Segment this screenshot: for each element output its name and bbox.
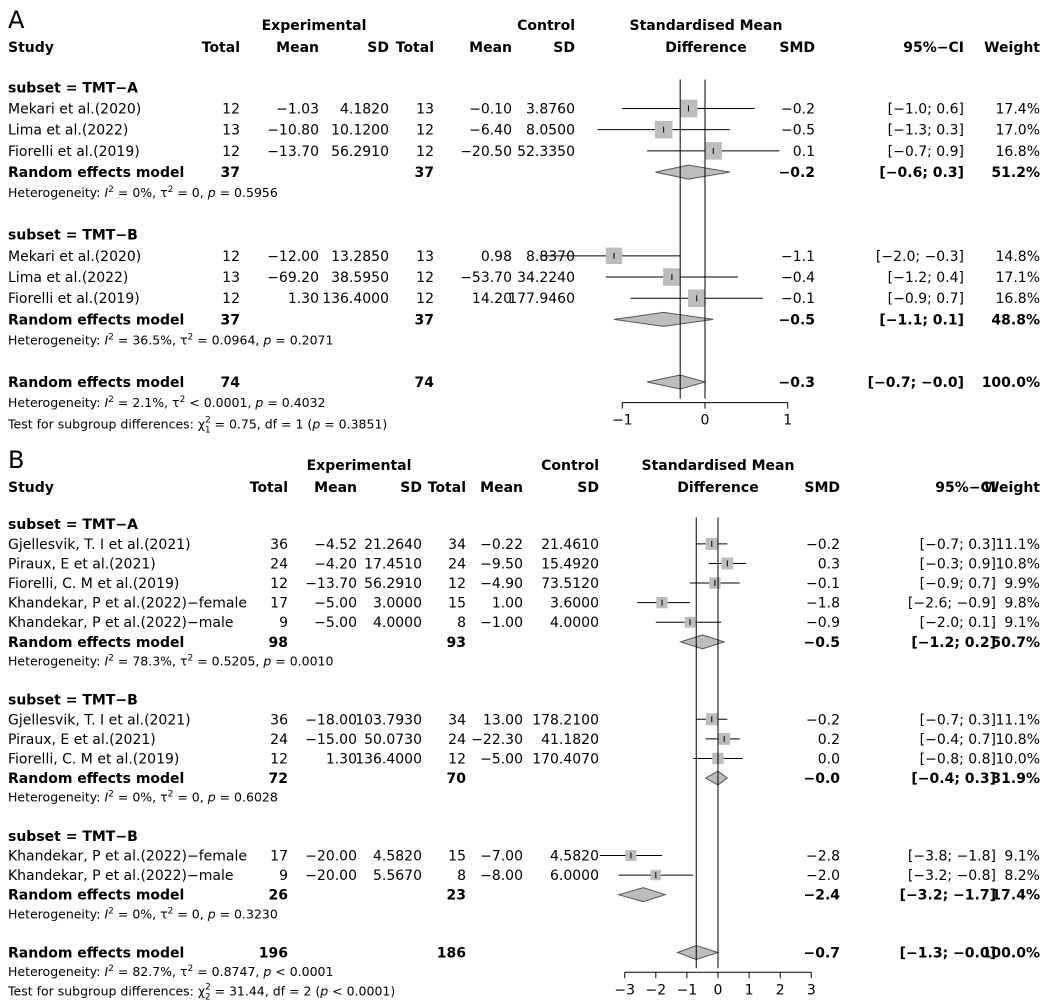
- subgroup-label: subset = TMT−B: [8, 692, 138, 709]
- exp-mean: −1.03: [276, 101, 319, 118]
- subgroup-label: subset = TMT−B: [8, 227, 138, 244]
- ctl-mean: −22.30: [471, 731, 523, 748]
- study-name: Lima et al.(2022): [8, 270, 129, 287]
- smd-value: −2.0: [806, 868, 840, 885]
- ctl-total: 34: [448, 536, 466, 553]
- ctl-mean: −4.90: [480, 576, 523, 593]
- study-name: Fiorelli, C. M et al.(2019): [8, 576, 180, 593]
- exp-mean: −10.80: [267, 122, 319, 139]
- study-name: Gjellesvik, T. I et al.(2021): [8, 712, 191, 729]
- x-tick-label: 0: [713, 982, 723, 999]
- exp-mean: −12.00: [267, 248, 319, 265]
- exp-total: 26: [268, 887, 288, 904]
- subgroup-label: subset = TMT−A: [8, 517, 138, 534]
- exp-sd: 3.0000: [373, 595, 422, 612]
- ci-value: [−2.0; −0.3]: [875, 248, 964, 265]
- ctl-sd: 34.2240: [517, 270, 575, 287]
- ctl-mean: −20.50: [460, 143, 512, 160]
- ci-value: [−3.8; −1.8]: [907, 848, 996, 865]
- ctl-mean: −0.10: [469, 101, 512, 118]
- ctl-mean: 13.00: [482, 712, 523, 729]
- ci-value: [−0.9; 0.7]: [919, 576, 996, 593]
- exp-mean: −69.20: [267, 270, 319, 287]
- overall-heterogeneity-text: Heterogeneity: $I^2 = 82.7\%$, $\tau^2 = 0.8747$, p < 0.0001: [8, 964, 334, 980]
- header-axis-title: Standardised Mean: [641, 458, 795, 474]
- ci-value: [−0.4; 0.7]: [919, 731, 996, 748]
- ctl-total: 12: [448, 751, 466, 768]
- ctl-sd: 52.3350: [517, 143, 575, 160]
- ctl-sd: 8.8370: [526, 248, 575, 265]
- weight-value: 11.1%: [995, 712, 1040, 729]
- ctl-total: 12: [416, 122, 434, 139]
- smd-value: −0.1: [806, 576, 840, 593]
- exp-total: 98: [268, 634, 288, 651]
- header-control: Control: [541, 458, 599, 474]
- smd-value: −0.0: [803, 771, 840, 788]
- subgroup-test-text: Test for subgroup differences: $\chi^2$ 1 = 0.75, df = 1 (p = 0.3851): [8, 415, 388, 436]
- overall-diamond: [647, 375, 705, 389]
- study-name: Lima et al.(2022): [8, 122, 129, 139]
- exp-total: 74: [220, 374, 240, 391]
- exp-total: 12: [222, 291, 240, 308]
- heterogeneity-text: Heterogeneity: $I^2 = 0\%$, $\tau^2 = 0$, p = 0.6028: [8, 789, 278, 805]
- smd-value: −1.8: [806, 595, 840, 612]
- smd-value: −0.5: [781, 122, 815, 139]
- smd-value: 0.3: [817, 556, 840, 573]
- heterogeneity-text: Heterogeneity: $I^2 = 36.5\%$, $\tau^2 = 0.0964$, p = 0.2071: [8, 332, 334, 348]
- weight-value: 31.9%: [991, 771, 1040, 788]
- ctl-total: 37: [414, 312, 434, 329]
- ci-value: [−1.3; −0.0]: [899, 945, 996, 962]
- ctl-mean: 14.20: [471, 291, 512, 308]
- x-tick-label: −3: [614, 982, 636, 999]
- ctl-sd: 41.1820: [541, 731, 599, 748]
- exp-total: 12: [222, 248, 240, 265]
- pooled-label: Random effects model: [8, 634, 185, 651]
- exp-mean: −20.00: [305, 848, 357, 865]
- ctl-sd: 15.4920: [541, 556, 599, 573]
- pooled-diamond: [614, 312, 713, 326]
- header-sd: SD: [553, 40, 575, 56]
- weight-value: 9.9%: [1004, 576, 1040, 593]
- ctl-total: 186: [436, 945, 466, 962]
- weight-value: 9.1%: [1004, 848, 1040, 865]
- exp-sd: 103.7930: [355, 712, 422, 729]
- ctl-sd: 3.8760: [526, 101, 575, 118]
- smd-value: −0.9: [806, 615, 840, 632]
- exp-total: 72: [268, 771, 288, 788]
- header-study: Study: [8, 480, 54, 496]
- exp-total: 37: [220, 312, 240, 329]
- smd-value: −0.1: [781, 291, 815, 308]
- ctl-mean: −5.00: [480, 751, 523, 768]
- header-experimental: Experimental: [306, 458, 412, 474]
- ctl-sd: 8.0500: [526, 122, 575, 139]
- ctl-total: 37: [414, 165, 434, 182]
- exp-sd: 21.2640: [364, 536, 422, 553]
- header-experimental: Experimental: [261, 18, 367, 34]
- exp-sd: 5.5670: [373, 868, 422, 885]
- ci-value: [−0.7; 0.9]: [887, 143, 964, 160]
- panel-label: A: [8, 6, 25, 34]
- x-tick-label: 1: [783, 412, 793, 429]
- subgroup-label: subset = TMT−A: [8, 80, 138, 97]
- ci-value: [−1.2; 0.4]: [887, 270, 964, 287]
- forest-panel-b: [7, 446, 1040, 1003]
- pooled-diamond: [706, 771, 728, 785]
- study-name: Mekari et al.(2020): [8, 101, 142, 118]
- weight-value: 10.8%: [995, 556, 1040, 573]
- ci-value: [−1.1; 0.1]: [879, 312, 964, 329]
- ctl-total: 12: [416, 270, 434, 287]
- ctl-mean: −6.40: [469, 122, 512, 139]
- weight-value: 10.8%: [995, 731, 1040, 748]
- ctl-total: 15: [448, 848, 466, 865]
- weight-value: 14.8%: [995, 248, 1040, 265]
- weight-value: 17.1%: [995, 270, 1040, 287]
- weight-value: 48.8%: [991, 312, 1040, 329]
- weight-value: 51.2%: [991, 165, 1040, 182]
- smd-value: −0.5: [778, 312, 815, 329]
- ctl-total: 12: [416, 143, 434, 160]
- smd-value: −2.8: [806, 848, 840, 865]
- weight-value: 100.0%: [981, 374, 1040, 391]
- weight-value: 17.0%: [995, 122, 1040, 139]
- ctl-total: 70: [446, 771, 466, 788]
- weight-value: 9.8%: [1004, 595, 1040, 612]
- ctl-total: 13: [416, 248, 434, 265]
- header-total: Total: [249, 480, 288, 496]
- pooled-label: Random effects model: [8, 771, 185, 788]
- header-axis-title: Standardised Mean: [629, 18, 783, 34]
- exp-mean: −4.20: [314, 556, 357, 573]
- smd-value: 0.0: [817, 751, 840, 768]
- ctl-total: 93: [446, 634, 466, 651]
- plot-marks: [540, 80, 793, 429]
- exp-mean: −15.00: [305, 731, 357, 748]
- ctl-total: 12: [448, 576, 466, 593]
- exp-mean: −4.52: [314, 536, 357, 553]
- ctl-sd: 3.6000: [550, 595, 599, 612]
- x-tick-label: 3: [806, 982, 816, 999]
- ctl-sd: 4.0000: [550, 615, 599, 632]
- ci-value: [−0.4; 0.3]: [911, 771, 996, 788]
- study-name: Mekari et al.(2020): [8, 248, 142, 265]
- exp-total: 12: [270, 576, 288, 593]
- exp-mean: −5.00: [314, 595, 357, 612]
- smd-value: −0.2: [806, 536, 840, 553]
- pooled-diamond: [619, 888, 666, 902]
- exp-mean: −13.70: [305, 576, 357, 593]
- ctl-total: 13: [416, 101, 434, 118]
- header-sd: SD: [400, 480, 422, 496]
- header-axis-title: Difference: [665, 40, 747, 56]
- header-sd: SD: [577, 480, 599, 496]
- exp-mean: −13.70: [267, 143, 319, 160]
- pooled-label: Random effects model: [8, 887, 185, 904]
- x-tick-label: −1: [611, 412, 633, 429]
- ci-value: [−3.2; −1.7]: [899, 887, 996, 904]
- exp-total: 13: [222, 270, 240, 287]
- smd-value: −1.1: [781, 248, 815, 265]
- smd-value: −2.4: [803, 887, 840, 904]
- ctl-mean: 0.98: [480, 248, 512, 265]
- smd-value: 0.2: [817, 731, 840, 748]
- weight-value: 11.1%: [995, 536, 1040, 553]
- header-sd: SD: [367, 40, 389, 56]
- overall-heterogeneity-text: Heterogeneity: $I^2 = 2.1\%$, $\tau^2 < 0.0001$, p = 0.4032: [8, 395, 326, 411]
- ctl-mean: −0.22: [480, 536, 523, 553]
- weight-value: 50.7%: [991, 634, 1040, 651]
- ctl-mean: −7.00: [480, 848, 523, 865]
- x-tick-label: 2: [775, 982, 785, 999]
- x-tick-label: −2: [645, 982, 667, 999]
- header-smd: SMD: [779, 40, 815, 56]
- weight-value: 100.0%: [981, 945, 1040, 962]
- header-weight: Weight: [984, 480, 1040, 496]
- ci-value: [−1.0; 0.6]: [887, 101, 964, 118]
- study-name: Piraux, E et al.(2021): [8, 731, 156, 748]
- exp-total: 24: [270, 556, 288, 573]
- exp-mean: −5.00: [314, 615, 357, 632]
- exp-total: 13: [222, 122, 240, 139]
- ci-value: [−1.2; 0.2]: [911, 634, 996, 651]
- header-mean: Mean: [314, 480, 357, 496]
- ctl-total: 34: [448, 712, 466, 729]
- exp-sd: 136.4000: [322, 291, 389, 308]
- x-tick-label: −1: [676, 982, 698, 999]
- weight-value: 17.4%: [995, 101, 1040, 118]
- smd-value: −0.5: [803, 634, 840, 651]
- ci-value: [−0.8; 0.8]: [919, 751, 996, 768]
- weight-value: 10.0%: [995, 751, 1040, 768]
- exp-total: 12: [270, 751, 288, 768]
- header-study: Study: [8, 40, 54, 56]
- x-tick-label: 0: [700, 412, 710, 429]
- smd-value: −0.7: [803, 945, 840, 962]
- header-total: Total: [427, 480, 466, 496]
- ci-value: [−2.0; 0.1]: [919, 615, 996, 632]
- ctl-total: 12: [416, 291, 434, 308]
- exp-total: 24: [270, 731, 288, 748]
- exp-total: 9: [279, 868, 288, 885]
- exp-total: 36: [270, 712, 288, 729]
- exp-sd: 50.0730: [364, 731, 422, 748]
- ci-value: [−0.9; 0.7]: [887, 291, 964, 308]
- smd-value: 0.1: [792, 143, 815, 160]
- ctl-mean: −1.00: [480, 615, 523, 632]
- ci-value: [−1.3; 0.3]: [887, 122, 964, 139]
- ctl-mean: −8.00: [480, 868, 523, 885]
- subgroup-label: subset = TMT−B: [8, 828, 138, 845]
- exp-total: 17: [270, 595, 288, 612]
- ctl-sd: 6.0000: [550, 868, 599, 885]
- header-mean: Mean: [469, 40, 512, 56]
- exp-sd: 10.1200: [331, 122, 389, 139]
- panel-label: B: [8, 446, 25, 474]
- forest-panel-a: [7, 6, 1040, 435]
- exp-total: 12: [222, 143, 240, 160]
- ci-value: [−3.2; −0.8]: [907, 868, 996, 885]
- ci-value: [−0.7; −0.0]: [867, 374, 964, 391]
- header-ci: 95%−CI: [935, 480, 996, 496]
- ctl-total: 24: [448, 731, 466, 748]
- pooled-label: Random effects model: [8, 165, 185, 182]
- study-name: Khandekar, P et al.(2022)−female: [8, 848, 248, 865]
- ci-value: [−2.6; −0.9]: [907, 595, 996, 612]
- study-name: Khandekar, P et al.(2022)−male: [8, 615, 234, 632]
- study-name: Fiorelli et al.(2019): [8, 143, 140, 160]
- ci-value: [−0.7; 0.3]: [919, 712, 996, 729]
- ctl-sd: 170.4070: [532, 751, 599, 768]
- exp-sd: 56.2910: [364, 576, 422, 593]
- header-ci: 95%−CI: [903, 40, 964, 56]
- weight-value: 16.8%: [995, 143, 1040, 160]
- weight-value: 17.4%: [991, 887, 1040, 904]
- exp-sd: 4.5820: [373, 848, 422, 865]
- study-name: Gjellesvik, T. I et al.(2021): [8, 536, 191, 553]
- plot-marks: [600, 517, 816, 998]
- exp-sd: 56.2910: [331, 143, 389, 160]
- ci-value: [−0.7; 0.3]: [919, 536, 996, 553]
- ctl-sd: 73.5120: [541, 576, 599, 593]
- ctl-mean: −53.70: [460, 270, 512, 287]
- exp-sd: 38.5950: [331, 270, 389, 287]
- header-weight: Weight: [984, 40, 1040, 56]
- exp-mean: −18.00: [305, 712, 357, 729]
- ctl-sd: 4.5820: [550, 848, 599, 865]
- study-name: Fiorelli et al.(2019): [8, 291, 140, 308]
- ctl-total: 8: [457, 868, 466, 885]
- study-name: Fiorelli, C. M et al.(2019): [8, 751, 180, 768]
- exp-total: 9: [279, 615, 288, 632]
- header-smd: SMD: [804, 480, 840, 496]
- ctl-total: 74: [414, 374, 434, 391]
- exp-sd: 4.0000: [373, 615, 422, 632]
- exp-total: 196: [258, 945, 288, 962]
- weight-value: 9.1%: [1004, 615, 1040, 632]
- ctl-total: 24: [448, 556, 466, 573]
- weight-value: 16.8%: [995, 291, 1040, 308]
- heterogeneity-text: Heterogeneity: $I^2 = 0\%$, $\tau^2 = 0$, p = 0.5956: [8, 185, 278, 201]
- smd-value: −0.3: [778, 374, 815, 391]
- exp-total: 37: [220, 165, 240, 182]
- overall-diamond: [678, 946, 718, 960]
- heterogeneity-text: Heterogeneity: $I^2 = 78.3\%$, $\tau^2 = 0.5205$, p = 0.0010: [8, 653, 334, 669]
- ctl-sd: 177.9460: [508, 291, 575, 308]
- study-name: Khandekar, P et al.(2022)−male: [8, 868, 234, 885]
- ctl-mean: 1.00: [491, 595, 523, 612]
- pooled-diamond: [655, 165, 729, 179]
- ctl-total: 15: [448, 595, 466, 612]
- smd-value: −0.2: [806, 712, 840, 729]
- exp-total: 36: [270, 536, 288, 553]
- exp-sd: 136.4000: [355, 751, 422, 768]
- x-tick-label: 1: [744, 982, 754, 999]
- exp-total: 12: [222, 101, 240, 118]
- header-total: Total: [395, 40, 434, 56]
- exp-sd: 13.2850: [331, 248, 389, 265]
- ctl-total: 8: [457, 615, 466, 632]
- ctl-sd: 21.4610: [541, 536, 599, 553]
- exp-mean: 1.30: [325, 751, 357, 768]
- heterogeneity-text: Heterogeneity: $I^2 = 0\%$, $\tau^2 = 0$, p = 0.3230: [8, 906, 278, 922]
- header-axis-title: Difference: [677, 480, 759, 496]
- exp-total: 17: [270, 848, 288, 865]
- pooled-label: Random effects model: [8, 945, 185, 962]
- header-control: Control: [517, 18, 575, 34]
- ctl-mean: −9.50: [480, 556, 523, 573]
- exp-mean: −20.00: [305, 868, 357, 885]
- exp-sd: 17.4510: [364, 556, 422, 573]
- study-name: Khandekar, P et al.(2022)−female: [8, 595, 248, 612]
- pooled-label: Random effects model: [8, 312, 185, 329]
- smd-value: −0.2: [778, 165, 815, 182]
- smd-value: −0.2: [781, 101, 815, 118]
- header-total: Total: [201, 40, 240, 56]
- ci-value: [−0.3; 0.9]: [919, 556, 996, 573]
- ci-value: [−0.6; 0.3]: [879, 165, 964, 182]
- study-name: Piraux, E et al.(2021): [8, 556, 156, 573]
- smd-value: −0.4: [781, 270, 815, 287]
- weight-value: 8.2%: [1004, 868, 1040, 885]
- exp-sd: 4.1820: [340, 101, 389, 118]
- pooled-label: Random effects model: [8, 374, 185, 391]
- subgroup-test-text: Test for subgroup differences: $\chi^2$ 2 = 31.44, df = 2 (p < 0.0001): [8, 982, 396, 1003]
- ctl-total: 23: [446, 887, 466, 904]
- ctl-sd: 178.2100: [532, 712, 599, 729]
- header-mean: Mean: [276, 40, 319, 56]
- exp-mean: 1.30: [287, 291, 319, 308]
- header-mean: Mean: [480, 480, 523, 496]
